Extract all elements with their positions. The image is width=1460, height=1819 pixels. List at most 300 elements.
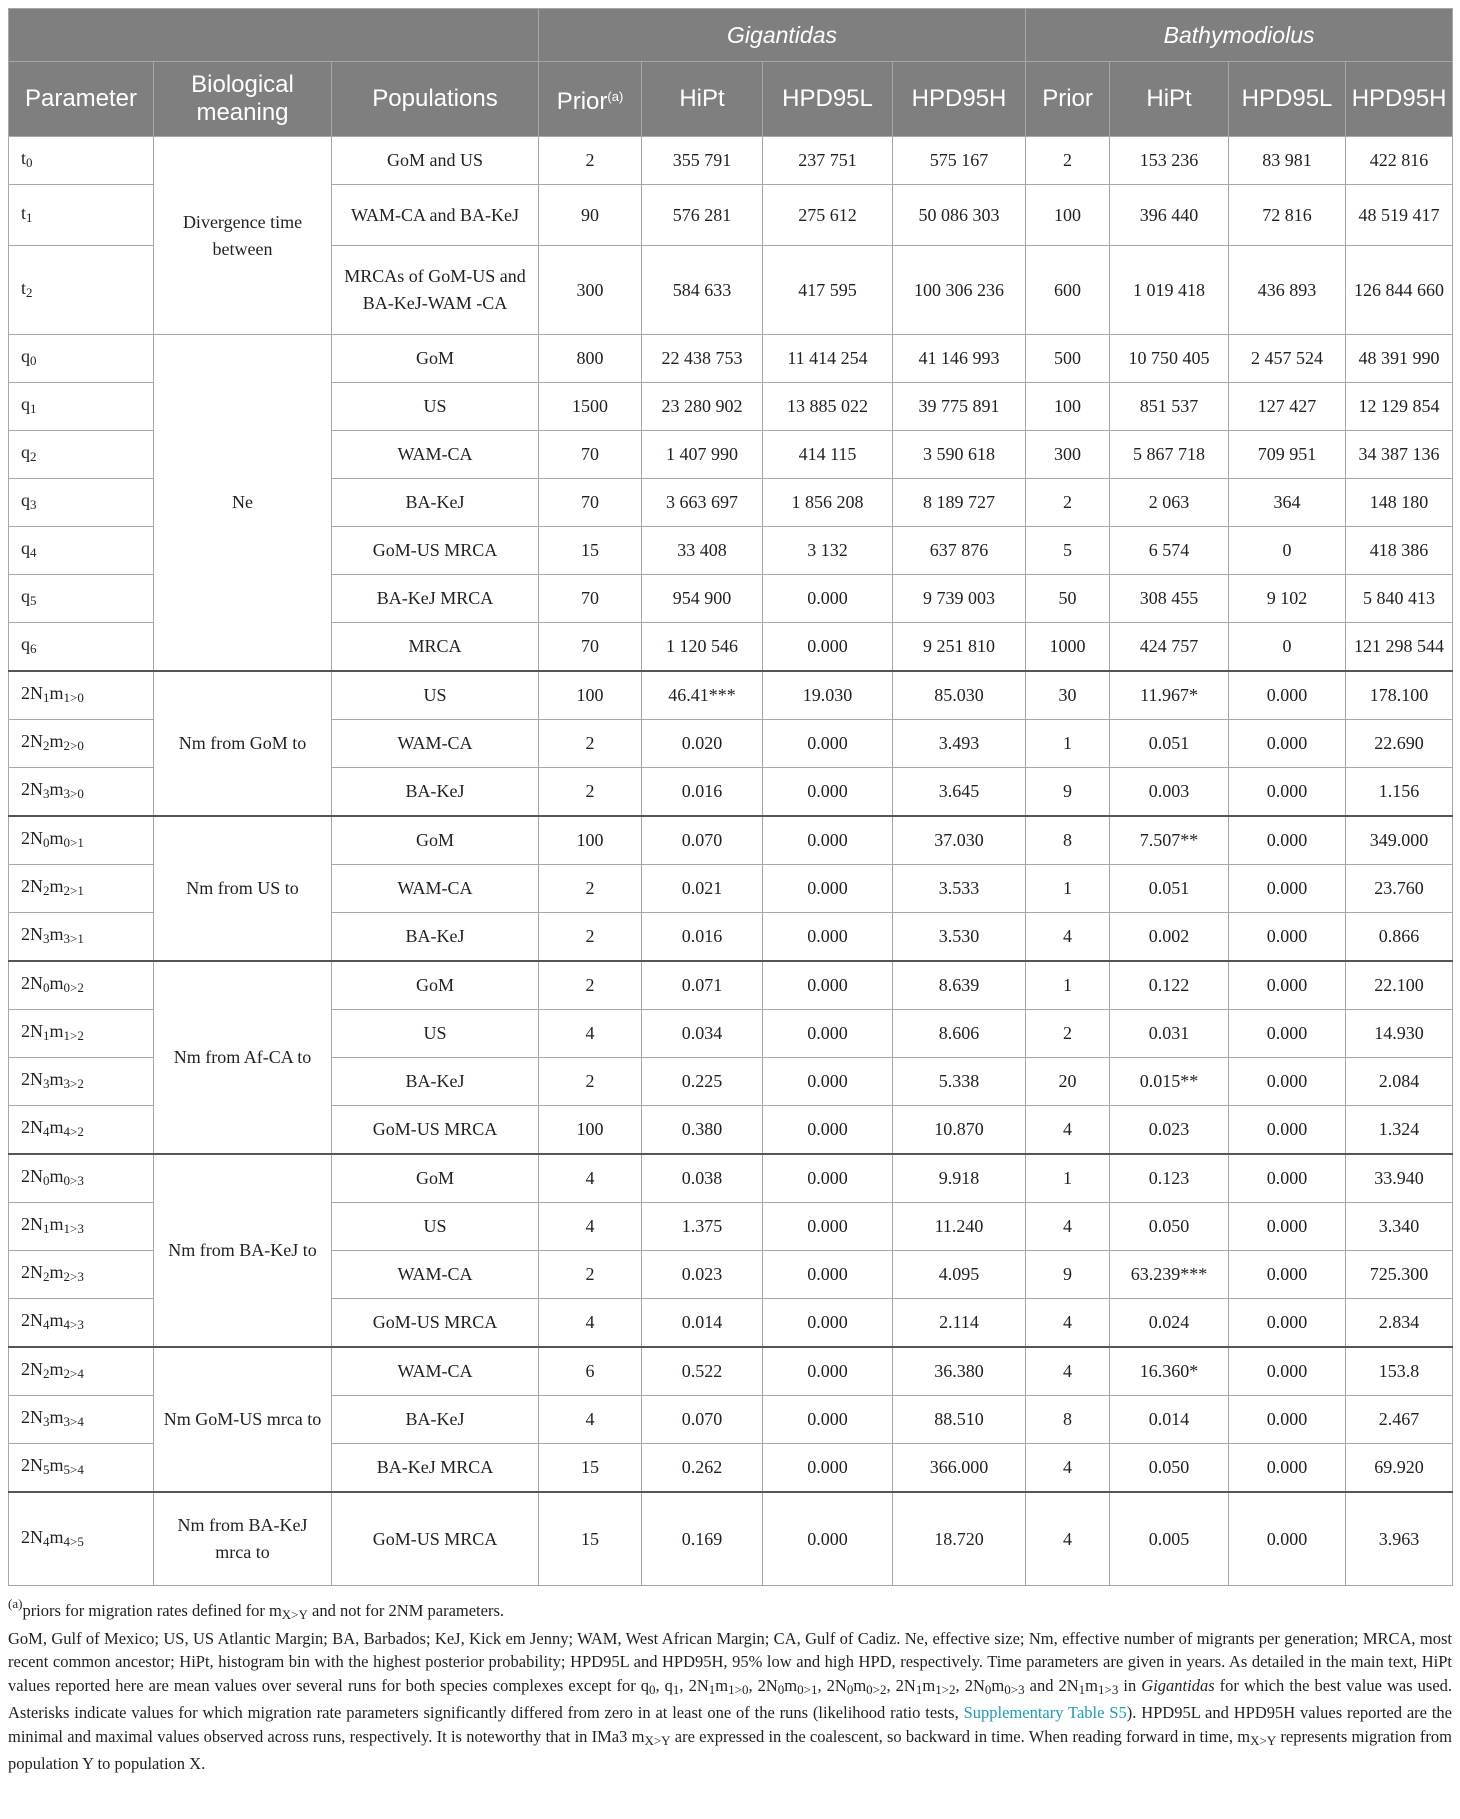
bathymodiolus-value-cell: 153.8 [1346,1347,1453,1396]
population-cell: US [332,1203,539,1251]
parameter-symbol: t [21,148,27,168]
blank-group-header [9,9,539,62]
bathymodiolus-value-cell: 308 455 [1110,575,1229,623]
parameter-symbol: 2N [21,1455,43,1475]
bathymodiolus-value-cell: 6 574 [1110,527,1229,575]
population-cell: GoM and US [332,137,539,185]
population-cell: WAM-CA and BA-KeJ [332,185,539,246]
column-header-prior [539,62,642,137]
gigantidas-value-cell: 2 [539,137,642,185]
bathymodiolus-value-cell: 1000 [1026,623,1110,672]
parameter-subscript-2: 3>0 [63,786,84,801]
gigantidas-value-cell: 3 663 697 [642,479,763,527]
population-cell: WAM-CA [332,431,539,479]
population-cell: WAM-CA [332,720,539,768]
table-row [9,137,1453,185]
gigantidas-value-cell: 417 595 [763,246,893,335]
parameter-subscript-2: 3>4 [63,1414,84,1429]
bathymodiolus-value-cell: 30 [1026,671,1110,720]
bathymodiolus-value-cell: 100 [1026,383,1110,431]
parameter-cell [9,1347,154,1396]
bathymodiolus-value-cell: 0.000 [1229,1347,1346,1396]
bathymodiolus-value-cell: 364 [1229,479,1346,527]
parameter-subscript-2: 3>2 [63,1076,84,1091]
supplementary-table-link[interactable]: Supplementary Table S5 [963,1703,1127,1722]
bathymodiolus-value-cell: 0.000 [1229,865,1346,913]
bathymodiolus-value-cell: 0.000 [1229,671,1346,720]
footnote-a [8,1592,1452,1627]
bathymodiolus-value-cell: 0.003 [1110,768,1229,817]
parameter-cell [9,768,154,817]
parameter-symbol: 2N [21,1526,43,1547]
bathymodiolus-value-cell: 2 [1026,479,1110,527]
gigantidas-value-cell: 37.030 [893,816,1026,865]
parameter-subscript-2: 5>4 [63,1462,84,1477]
gigantidas-value-cell: 576 281 [642,185,763,246]
bathymodiolus-value-cell: 10 750 405 [1110,335,1229,383]
gigantidas-value-cell: 414 115 [763,431,893,479]
parameter-cell [9,816,154,865]
parameter-symbol: q [21,586,30,606]
gigantidas-value-cell: 22 438 753 [642,335,763,383]
table-row [9,816,1453,865]
gigantidas-value-cell: 0.000 [763,1444,893,1493]
bathymodiolus-value-cell: 2 457 524 [1229,335,1346,383]
bathymodiolus-value-cell: 8 [1026,1396,1110,1444]
parameter-symbol: 2N [21,779,43,799]
gigantidas-value-cell: 9 251 810 [893,623,1026,672]
bathymodiolus-value-cell: 153 236 [1110,137,1229,185]
table-row [9,1154,1453,1203]
parameter-symbol-2: m [49,779,64,799]
gigantidas-value-cell: 0.014 [642,1299,763,1348]
bathymodiolus-value-cell: 9 [1026,768,1110,817]
bathymodiolus-value-cell: 600 [1026,246,1110,335]
bathymodiolus-value-cell: 48 519 417 [1346,185,1453,246]
gigantidas-value-cell: 23 280 902 [642,383,763,431]
parameter-cell [9,1154,154,1203]
gigantidas-value-cell: 0.000 [763,816,893,865]
gigantidas-value-cell: 0.380 [642,1106,763,1155]
bathymodiolus-value-cell: 0.000 [1229,1396,1346,1444]
gigantidas-value-cell: 0.070 [642,1396,763,1444]
gigantidas-value-cell: 0.000 [763,1299,893,1348]
parameter-symbol: q [21,394,30,414]
parameter-subscript: 2 [26,284,33,300]
bathymodiolus-value-cell: 1 [1026,720,1110,768]
parameter-subscript-2: 2>4 [63,1366,84,1381]
parameter-cell [9,1106,154,1155]
parameter-symbol: q [21,634,30,654]
parameter-symbol-2: m [49,1526,64,1547]
bathymodiolus-value-cell: 83 981 [1229,137,1346,185]
bathymodiolus-value-cell: 5 [1026,527,1110,575]
bathymodiolus-value-cell: 851 537 [1110,383,1229,431]
biological-meaning-cell: Nm from BA-KeJ mrca to [154,1492,332,1586]
parameter-cell [9,527,154,575]
table-row [9,961,1453,1010]
parameter-symbol-2: m [49,924,64,944]
parameter-symbol: 2N [21,924,43,944]
population-cell: MRCAs of GoM-US and BA-KeJ-WAM -CA [332,246,539,335]
population-cell: GoM [332,816,539,865]
parameter-cell [9,671,154,720]
bathymodiolus-value-cell: 12 129 854 [1346,383,1453,431]
gigantidas-value-cell: 41 146 993 [893,335,1026,383]
gigantidas-value-cell: 0.021 [642,865,763,913]
table-row [9,335,1453,383]
bathymodiolus-value-cell: 0.000 [1229,1444,1346,1493]
parameter-cell [9,335,154,383]
gigantidas-value-cell: 70 [539,479,642,527]
gigantidas-value-cell: 15 [539,1492,642,1586]
parameter-cell [9,575,154,623]
gigantidas-value-cell: 0.522 [642,1347,763,1396]
bathymodiolus-value-cell: 2 063 [1110,479,1229,527]
parameter-subscript: 1 [43,690,50,705]
parameter-symbol: 2N [21,828,43,848]
notes-text-3: ). HPD95L and HPD95H values reported are the minimal and maximal values observed across runs, respectively. It is noteworthy that in IMa3 m [8,1703,1453,1746]
gigantidas-value-cell: 100 306 236 [893,246,1026,335]
population-cell: BA-KeJ [332,768,539,817]
gigantidas-value-cell: 637 876 [893,527,1026,575]
parameter-subscript: 1 [43,1221,50,1236]
population-cell: GoM [332,335,539,383]
parameter-subscript: 4 [43,1124,50,1139]
gigantidas-value-cell: 0.262 [642,1444,763,1493]
gigantidas-value-cell: 8.639 [893,961,1026,1010]
bathymodiolus-value-cell: 100 [1026,185,1110,246]
bathymodiolus-value-cell: 2.084 [1346,1058,1453,1106]
gigantidas-value-cell: 50 086 303 [893,185,1026,246]
gigantidas-value-cell: 0.000 [763,575,893,623]
notes-text-4: are expressed in the coalescent, so backward in time. When reading forward in time, m [670,1726,1251,1746]
gigantidas-value-cell: 90 [539,185,642,246]
bathymodiolus-value-cell: 20 [1026,1058,1110,1106]
parameter-symbol: 2N [21,731,43,751]
bathymodiolus-value-cell: 0.051 [1110,865,1229,913]
bathymodiolus-value-cell: 0.005 [1110,1492,1229,1586]
parameter-cell [9,185,154,246]
prior-label: Prior [556,87,608,115]
gigantidas-value-cell: 0.020 [642,720,763,768]
parameter-subscript: 2 [43,1269,50,1284]
bathymodiolus-value-cell: 22.690 [1346,720,1453,768]
parameter-subscript-2: 0>1 [63,835,84,850]
bathymodiolus-value-cell: 50 [1026,575,1110,623]
notes-sub-xy: X>Y [644,1732,671,1748]
parameter-subscript: 2 [43,738,50,753]
bathymodiolus-value-cell: 127 427 [1229,383,1346,431]
parameter-subscript-2: 2>1 [63,883,84,898]
gigantidas-value-cell: 0.000 [763,1058,893,1106]
parameter-subscript-2: 3>1 [63,931,84,946]
bathymodiolus-value-cell: 2 [1026,1010,1110,1058]
parameter-subscript: 4 [30,545,37,560]
population-cell: GoM [332,1154,539,1203]
bathymodiolus-value-cell: 16.360* [1110,1347,1229,1396]
parameter-subscript: 5 [30,593,37,608]
parameter-cell [9,1299,154,1348]
bathymodiolus-value-cell: 0.000 [1229,1058,1346,1106]
bathymodiolus-value-cell: 3.963 [1346,1492,1453,1586]
gigantidas-value-cell: 39 775 891 [893,383,1026,431]
gigantidas-value-cell: 1 120 546 [642,623,763,672]
bathymodiolus-value-cell: 0.024 [1110,1299,1229,1348]
group-header-bathymodiolus: Bathymodiolus [1026,9,1453,62]
bathymodiolus-value-cell: 0.000 [1229,1492,1346,1586]
gigantidas-value-cell: 9 739 003 [893,575,1026,623]
bathymodiolus-value-cell: 178.100 [1346,671,1453,720]
parameter-symbol-2: m [49,731,64,751]
bathymodiolus-value-cell: 72 816 [1229,185,1346,246]
bathymodiolus-value-cell: 4 [1026,1347,1110,1396]
parameter-subscript-2: 4>3 [63,1317,84,1332]
bathymodiolus-value-cell: 22.100 [1346,961,1453,1010]
parameter-cell [9,479,154,527]
parameter-symbol-2: m [49,1069,64,1089]
table-row [9,1347,1453,1396]
gigantidas-value-cell: 0.000 [763,720,893,768]
biological-meaning-cell: Divergence time between [154,137,332,335]
population-cell: GoM-US MRCA [332,1299,539,1348]
column-header-hipt: HiPt [642,62,763,137]
gigantidas-value-cell: 2 [539,768,642,817]
bathymodiolus-value-cell: 4 [1026,1444,1110,1493]
notes-text: GoM, Gulf of Mexico; US, US Atlantic Margin; BA, Barbados; KeJ, Kick em Jenny; WAM, West African Margin; CA, Gulf of Cadiz. Ne, effective size; Nm, effective number of migrants per generation; MRCA, most recent common ancestor; HiPt, histogram bin with the highest posterior probability; HPD95L and HPD95H, 95% low and high HPD, respectively. Time parameters are given in years. As detailed in the main text, HiPt values reported here are mean values over several runs for both species complexes except for q [8,1628,1452,1695]
parameter-subscript: 1 [30,401,37,416]
bathymodiolus-value-cell: 0 [1229,527,1346,575]
gigantidas-value-cell: 6 [539,1347,642,1396]
gigantidas-value-cell: 1500 [539,383,642,431]
gigantidas-value-cell: 15 [539,527,642,575]
bathymodiolus-value-cell: 148 180 [1346,479,1453,527]
bathymodiolus-value-cell: 0.000 [1229,768,1346,817]
gigantidas-value-cell: 2 [539,1251,642,1299]
bathymodiolus-value-cell: 0.000 [1229,1106,1346,1155]
gigantidas-value-cell: 8.606 [893,1010,1026,1058]
gigantidas-value-cell: 85.030 [893,671,1026,720]
bathymodiolus-value-cell: 1 [1026,865,1110,913]
parameter-subscript: 1 [26,209,33,225]
bathymodiolus-value-cell: 7.507** [1110,816,1229,865]
parameter-subscript: 0 [30,353,37,368]
bathymodiolus-value-cell: 1.324 [1346,1106,1453,1155]
parameter-cell [9,246,154,335]
gigantidas-value-cell: 2 [539,1058,642,1106]
parameter-symbol-2: m [49,1359,64,1379]
gigantidas-value-cell: 800 [539,335,642,383]
population-cell: WAM-CA [332,1347,539,1396]
bathymodiolus-value-cell: 0.050 [1110,1444,1229,1493]
biological-meaning-cell: Nm GoM-US mrca to [154,1347,332,1492]
bathymodiolus-value-cell: 121 298 544 [1346,623,1453,672]
gigantidas-value-cell: 2 [539,865,642,913]
parameter-cell [9,1203,154,1251]
parameter-subscript-2: 0>3 [63,1173,84,1188]
bathymodiolus-value-cell: 0.015** [1110,1058,1229,1106]
parameter-symbol: 2N [21,683,43,703]
bathymodiolus-value-cell: 0.023 [1110,1106,1229,1155]
bathymodiolus-value-cell: 0.866 [1346,913,1453,962]
parameter-symbol-2: m [49,1021,64,1041]
parameter-symbol: q [21,346,30,366]
parameter-symbol: 2N [21,1117,43,1137]
gigantidas-value-cell: 70 [539,623,642,672]
biological-meaning-cell: Nm from US to [154,816,332,961]
parameter-subscript: 5 [43,1462,50,1477]
gigantidas-value-cell: 0.023 [642,1251,763,1299]
gigantidas-value-cell: 11 414 254 [763,335,893,383]
biological-meaning-cell: Nm from GoM to [154,671,332,816]
gigantidas-value-cell: 0.000 [763,623,893,672]
gigantidas-value-cell: 33 408 [642,527,763,575]
population-cell: GoM-US MRCA [332,527,539,575]
column-header-biological-meaning: Biological meaning [154,62,332,137]
parameter-symbol: 2N [21,1166,43,1186]
bathymodiolus-value-cell: 63.239*** [1110,1251,1229,1299]
bathymodiolus-value-cell: 0.000 [1229,1299,1346,1348]
bathymodiolus-value-cell: 2 [1026,137,1110,185]
population-cell: BA-KeJ [332,913,539,962]
gigantidas-value-cell: 3.533 [893,865,1026,913]
table-row [9,671,1453,720]
parameter-cell [9,961,154,1010]
gigantidas-value-cell: 3.530 [893,913,1026,962]
parameter-symbol: t [21,202,27,223]
parameter-subscript: 0 [43,835,50,850]
bathymodiolus-value-cell: 9 [1026,1251,1110,1299]
parameter-symbol: 2N [21,1407,43,1427]
bathymodiolus-value-cell: 4 [1026,1203,1110,1251]
abbreviations-note: GoM, Gulf of Mexico; US, US Atlantic Margin; BA, Barbados; KeJ, Kick em Jenny; WAM, West African Margin; CA, Gulf of Cadiz. Ne, effective size; Nm, effective number of migrants per generation; MRCA, most recent common ancestor; HiPt, histogram bin with the highest posterior probability; HPD95L and HPD95H, 95% low and high HPD, respectively. Time parameters are given in years. As detailed in the main text, HiPt values reported here are mean values over several runs for both species complexes except for $q_0$, $q_1$, $2N_1m_{1>0}$, $2N_0m_{0>1}$, $2N_0m_{0>2}$, $2N_1m_{1>2}$, $2N_0m_{0>3}$ and $2N_1m_{1>3}$ in Gigantidas for which the best value was used. Asterisks indicate values for which migration rate parameters significantly differed from zero in at least one of the runs (likelihood ratio tests, Supplementary Table S5). HPD95L and HPD95H values reported are the minimal and maximal values observed across runs, respectively. It is noteworthy that in IMa3 $m_{X>Y}$ are expressed in the coalescent, so backward in time. When reading forward in time, $m_{X>Y}$ represents migration from population Y to population X. [8,1628,1453,1773]
parameter-subscript: 1 [43,1028,50,1043]
gigantidas-value-cell: 4.095 [893,1251,1026,1299]
parameter-subscript-2: 1>3 [63,1221,84,1236]
bathymodiolus-value-cell: 0.002 [1110,913,1229,962]
parameter-symbol-2: m [49,973,64,993]
gigantidas-value-cell: 5.338 [893,1058,1026,1106]
gigantidas-value-cell: 0.071 [642,961,763,1010]
parameter-subscript: 0 [43,980,50,995]
bathymodiolus-value-cell: 5 840 413 [1346,575,1453,623]
gigantidas-value-cell: 0.070 [642,816,763,865]
population-cell: BA-KeJ MRCA [332,575,539,623]
gigantidas-value-cell: 15 [539,1444,642,1493]
parameter-symbol: 2N [21,1310,43,1330]
parameter-subscript-2: 4>2 [63,1124,84,1139]
population-cell: MRCA [332,623,539,672]
bathymodiolus-value-cell: 0.000 [1229,720,1346,768]
notes-text-2: for which the best value was used. Asterisks indicate values for which migration rate parameters significantly differed from zero in at least one of the runs (likelihood ratio tests, [8,1675,1453,1722]
parameter-subscript: 3 [30,497,37,512]
population-cell: GoM-US MRCA [332,1106,539,1155]
bathymodiolus-value-cell: 396 440 [1110,185,1229,246]
gigantidas-value-cell: 300 [539,246,642,335]
notes-text-5: represents migration from population Y to population X. [8,1726,1452,1773]
gigantidas-value-cell: 100 [539,816,642,865]
parameter-subscript: 0 [43,1173,50,1188]
notes-genus: Gigantidas [1141,1675,1215,1695]
gigantidas-value-cell: 4 [539,1203,642,1251]
prior-footnote-mark: (a) [607,88,624,104]
parameter-symbol-2: m [49,1310,64,1330]
parameter-symbol-2: m [49,1117,64,1137]
gigantidas-value-cell: 0.000 [763,1203,893,1251]
bathymodiolus-value-cell: 11.967* [1110,671,1229,720]
parameter-cell [9,1396,154,1444]
parameter-symbol: q [21,490,30,510]
column-header-hpd95l: HPD95L [763,62,893,137]
gigantidas-value-cell: 0.169 [642,1492,763,1586]
bathymodiolus-value-cell: 0.000 [1229,816,1346,865]
parameter-symbol: q [21,538,30,558]
bathymodiolus-value-cell: 9 102 [1229,575,1346,623]
gigantidas-value-cell: 100 [539,671,642,720]
gigantidas-value-cell: 100 [539,1106,642,1155]
gigantidas-value-cell: 11.240 [893,1203,1026,1251]
bathymodiolus-value-cell: 725.300 [1346,1251,1453,1299]
bathymodiolus-value-cell: 422 816 [1346,137,1453,185]
bathymodiolus-value-cell: 1.156 [1346,768,1453,817]
bathymodiolus-value-cell: 0.000 [1229,961,1346,1010]
bathymodiolus-value-cell: 1 [1026,1154,1110,1203]
bathymodiolus-value-cell: 0.050 [1110,1203,1229,1251]
gigantidas-value-cell: 70 [539,431,642,479]
gigantidas-value-cell: 0.016 [642,913,763,962]
bathymodiolus-value-cell: 48 391 990 [1346,335,1453,383]
parameter-subscript: 2 [43,883,50,898]
bathymodiolus-value-cell: 4 [1026,913,1110,962]
bathymodiolus-value-cell: 14.930 [1346,1010,1453,1058]
parameter-symbol-2: m [49,1407,64,1427]
parameter-symbol: 2N [21,1359,43,1379]
parameter-symbol-2: m [49,828,64,848]
population-cell: BA-KeJ MRCA [332,1444,539,1493]
gigantidas-value-cell: 2 [539,913,642,962]
biological-meaning-cell: Nm from Af-CA to [154,961,332,1154]
gigantidas-value-cell: 1.375 [642,1203,763,1251]
bathymodiolus-value-cell: 500 [1026,335,1110,383]
bathymodiolus-value-cell: 0.000 [1229,913,1346,962]
parameter-subscript-2: 1>0 [63,690,84,705]
parameter-cell [9,383,154,431]
parameter-symbol: t [21,277,27,298]
gigantidas-value-cell: 3 132 [763,527,893,575]
bathymodiolus-value-cell: 3.340 [1346,1203,1453,1251]
parameter-subscript: 3 [43,786,50,801]
gigantidas-value-cell: 36.380 [893,1347,1026,1396]
population-cell: US [332,671,539,720]
parameter-symbol-2: m [49,1214,64,1234]
population-cell: WAM-CA [332,1251,539,1299]
parameter-subscript: 6 [30,641,37,656]
bathymodiolus-value-cell: 0.000 [1229,1010,1346,1058]
parameter-symbol-2: m [49,683,64,703]
gigantidas-value-cell: 1 407 990 [642,431,763,479]
footnote-text: priors for migration rates defined for m [22,1601,282,1620]
bathymodiolus-value-cell: 126 844 660 [1346,246,1453,335]
bathymodiolus-value-cell: 0.051 [1110,720,1229,768]
parameter-cell [9,1444,154,1493]
population-cell: BA-KeJ [332,1396,539,1444]
gigantidas-value-cell: 3 590 618 [893,431,1026,479]
column-header-populations: Populations [332,62,539,137]
population-cell: US [332,1010,539,1058]
gigantidas-value-cell: 4 [539,1154,642,1203]
bathymodiolus-value-cell: 0.014 [1110,1396,1229,1444]
parameter-subscript-2: 2>3 [63,1269,84,1284]
